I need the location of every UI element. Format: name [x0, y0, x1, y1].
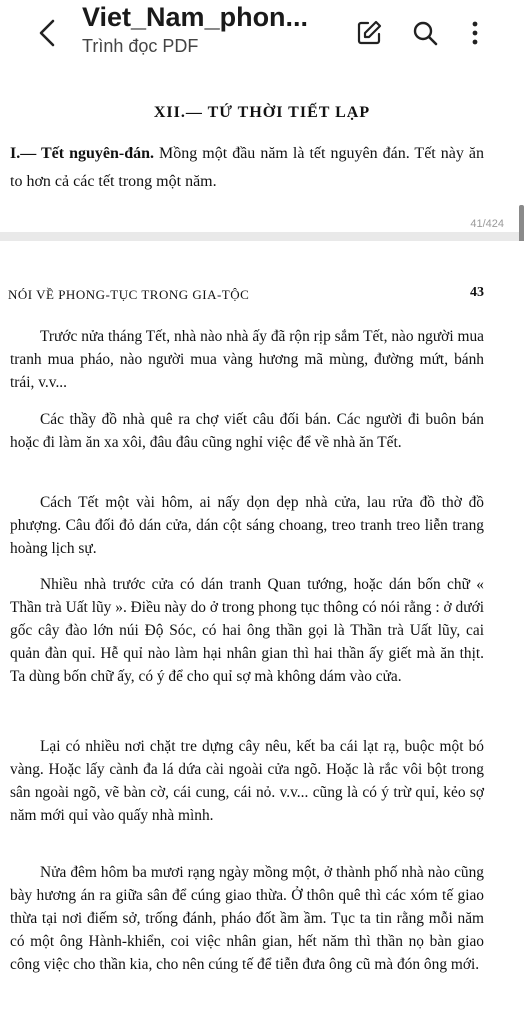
search-icon: [411, 19, 439, 47]
page-number: 43: [470, 285, 484, 300]
paragraph: Nhiều nhà trước cửa có dán tranh Quan tướng, hoặc dán bốn chữ « Thần trà Uất lũy ». Điều này do ở trong phong tục thông có nói rằng : ở dưới gốc cây đào lớn núi Độ Sóc, có hai ông thần gọi là Thần trà Uất lũy, cai quản đàn quỉ. Hễ quỉ nào làm hại nhân gian thì hai thần ấy giết mà ăn thịt. Ta dùng bốn chữ ấy, có ý để cho quỉ sợ mà không dám vào cửa.: [10, 576, 484, 685]
app-name: Trình đọc PDF: [82, 36, 199, 56]
top-app-bar: [0, 0, 524, 70]
section-paragraph: [10, 140, 484, 196]
back-arrow-icon: [37, 18, 57, 48]
paragraph: Lại có nhiều nơi chặt tre dựng cây nêu, kết ba cái lạt rạ, buộc một bó vàng. Hoặc lấy cành đa lá dứa cài ngoài cửa ngõ. Hoặc là rắc vôi bột trong sân ngoài ngõ, vẽ bàn cờ, cái cung, cái nỏ. v.v... cũng là có ý trừ quỉ, kẻo sợ năm mới quỉ vào quấy nhà mình.: [10, 738, 484, 824]
paragraph: Cách Tết một vài hôm, ai nấy dọn dẹp nhà cửa, lau rửa đồ thờ đồ phượng. Câu đối đỏ dán cửa, dán cột sáng choang, treo tranh treo liễn trang hoàng lịch sự.: [10, 494, 484, 557]
paragraph: Trước nửa tháng Tết, nhà nào nhà ấy đã rộn rịp sắm Tết, nào người mua tranh mua pháo, nào người mua vàng hương mã mùng, đường mứt, bánh trái, v.v...: [10, 328, 484, 391]
more-vert-icon: [470, 19, 480, 47]
back-button[interactable]: [30, 14, 64, 52]
section-label: I.— Tết nguyên-đán.: [10, 145, 155, 162]
chapter-heading: XII.— TỨ THỜI TIẾT LẠP: [153, 104, 371, 121]
paragraph: Nửa đêm hôm ba mươi rạng ngày mồng một, ở thành phố nhà nào cũng bày hương án ra giữa sân để cúng giao thừa. Ở thôn quê thì các xóm tế giao thừa tại nơi điếm sở, trống đánh, pháo đốt ầm ầm. Tục ta tin rằng mỗi năm có một ông Hành-khiển, coi việc nhân gian, hết năm thì thần nọ bàn giao công việc cho thần kia, cho nên cúng tế để tiễn đưa ông cũ mà đón ông mới.: [10, 864, 484, 973]
running-header: NÓI VỀ PHONG-TỤC TRONG GIA-TỘC: [8, 287, 250, 302]
more-options-button[interactable]: [458, 16, 492, 50]
title-block: [82, 2, 344, 57]
pdf-page-previous: [0, 70, 524, 232]
paragraph: Các thầy đồ nhà quê ra chợ viết câu đối bán. Các người đi buôn bán hoặc đi làm ăn xa xôi, đâu đâu cũng nghỉ việc để về nhà ăn Tết.: [10, 411, 484, 451]
edit-icon: [355, 19, 383, 47]
page-separator: [0, 232, 524, 241]
section-text: Mồng một đầu năm là tết nguyên đán. Tết này ăn to hơn cả các tết trong một năm.: [10, 145, 484, 190]
edit-button[interactable]: [352, 16, 386, 50]
pdf-page-current: [0, 241, 524, 1024]
document-title: Viet_Nam_phon...: [82, 2, 309, 32]
page-indicator: 41/424: [470, 218, 504, 230]
scrollbar-thumb[interactable]: [519, 205, 524, 243]
search-button[interactable]: [408, 16, 442, 50]
